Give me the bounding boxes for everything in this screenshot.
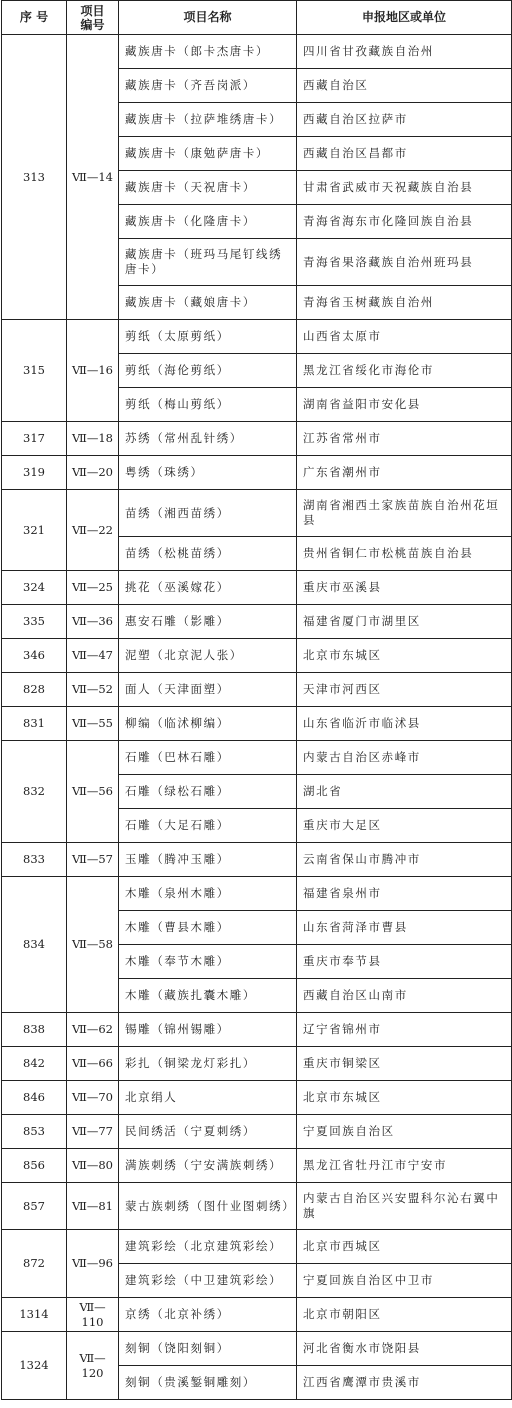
cell-region: 青海省玉树藏族自治州 bbox=[297, 286, 512, 320]
cell-project-name: 建筑彩绘（北京建筑彩绘） bbox=[119, 1230, 297, 1264]
cell-project-name: 柳编（临沭柳编） bbox=[119, 707, 297, 741]
table-row bbox=[2, 320, 512, 354]
cell-region: 福建省泉州市 bbox=[297, 877, 512, 911]
table-row bbox=[2, 456, 512, 490]
table-body bbox=[2, 35, 512, 1400]
cell-project-name: 藏族唐卡（班玛马尾钉线绣唐卡） bbox=[119, 239, 297, 286]
cell-region: 甘肃省武威市天祝藏族自治县 bbox=[297, 171, 512, 205]
cell-project-code: Ⅶ—58 bbox=[67, 877, 119, 1013]
cell-project-code: Ⅶ—57 bbox=[67, 843, 119, 877]
cell-region: 青海省海东市化隆回族自治县 bbox=[297, 205, 512, 239]
cell-project-name: 蒙古族刺绣（图什业图刺绣） bbox=[119, 1183, 297, 1230]
cell-region: 西藏自治区昌都市 bbox=[297, 137, 512, 171]
cell-region: 辽宁省锦州市 bbox=[297, 1013, 512, 1047]
cell-project-name: 苏绣（常州乱针绣） bbox=[119, 422, 297, 456]
table-row bbox=[2, 877, 512, 911]
cell-project-code: Ⅶ—81 bbox=[67, 1183, 119, 1230]
cell-project-name: 挑花（巫溪嫁花） bbox=[119, 571, 297, 605]
cell-region: 黑龙江省绥化市海伦市 bbox=[297, 354, 512, 388]
cell-project-name: 藏族唐卡（齐吾岗派） bbox=[119, 69, 297, 103]
cell-project-code: Ⅶ—110 bbox=[67, 1298, 119, 1332]
cell-region: 内蒙古自治区兴安盟科尔沁右翼中旗 bbox=[297, 1183, 512, 1230]
cell-project-name: 京绣（北京补绣） bbox=[119, 1298, 297, 1332]
header-region: 申报地区或单位 bbox=[297, 1, 512, 35]
table-row bbox=[2, 639, 512, 673]
table-row bbox=[2, 605, 512, 639]
cell-seq-number: 832 bbox=[2, 741, 67, 843]
cell-region: 黑龙江省牡丹江市宁安市 bbox=[297, 1149, 512, 1183]
cell-project-code: Ⅶ—80 bbox=[67, 1149, 119, 1183]
cell-project-name: 剪纸（梅山剪纸） bbox=[119, 388, 297, 422]
cell-project-name: 藏族唐卡（郎卡杰唐卡） bbox=[119, 35, 297, 69]
cell-project-name: 木雕（泉州木雕） bbox=[119, 877, 297, 911]
table-row bbox=[2, 1298, 512, 1332]
cell-region: 重庆市大足区 bbox=[297, 809, 512, 843]
cell-seq-number: 831 bbox=[2, 707, 67, 741]
cell-project-name: 木雕（藏族扎囊木雕） bbox=[119, 979, 297, 1013]
cell-seq-number: 1324 bbox=[2, 1332, 67, 1400]
cell-project-code: Ⅶ—55 bbox=[67, 707, 119, 741]
cell-seq-number: 853 bbox=[2, 1115, 67, 1149]
cell-project-name: 石雕（绿松石雕） bbox=[119, 775, 297, 809]
cell-project-name: 苗绣（湘西苗绣） bbox=[119, 490, 297, 537]
cell-seq-number: 833 bbox=[2, 843, 67, 877]
cell-seq-number: 846 bbox=[2, 1081, 67, 1115]
cell-region: 山西省太原市 bbox=[297, 320, 512, 354]
cell-seq-number: 346 bbox=[2, 639, 67, 673]
cell-region: 西藏自治区山南市 bbox=[297, 979, 512, 1013]
cell-region: 湖南省湘西土家族苗族自治州花垣县 bbox=[297, 490, 512, 537]
cell-region: 重庆市巫溪县 bbox=[297, 571, 512, 605]
cell-region: 湖北省 bbox=[297, 775, 512, 809]
cell-project-code: Ⅶ—56 bbox=[67, 741, 119, 843]
table-header-row bbox=[2, 1, 512, 35]
cell-seq-number: 1314 bbox=[2, 1298, 67, 1332]
cell-project-code: Ⅶ—96 bbox=[67, 1230, 119, 1298]
cell-project-name: 石雕（大足石雕） bbox=[119, 809, 297, 843]
cell-region: 河北省衡水市饶阳县 bbox=[297, 1332, 512, 1366]
table-row bbox=[2, 1115, 512, 1149]
cell-region: 重庆市奉节县 bbox=[297, 945, 512, 979]
cell-project-name: 民间绣活（宁夏刺绣） bbox=[119, 1115, 297, 1149]
cell-project-name: 藏族唐卡（拉萨堆绣唐卡） bbox=[119, 103, 297, 137]
cell-region: 天津市河西区 bbox=[297, 673, 512, 707]
cell-seq-number: 324 bbox=[2, 571, 67, 605]
header-seq: 序 号 bbox=[2, 1, 67, 35]
cell-project-code: Ⅶ—62 bbox=[67, 1013, 119, 1047]
cell-project-name: 藏族唐卡（康勉萨唐卡） bbox=[119, 137, 297, 171]
cell-region: 宁夏回族自治区中卫市 bbox=[297, 1264, 512, 1298]
cell-seq-number: 315 bbox=[2, 320, 67, 422]
table-row bbox=[2, 422, 512, 456]
cell-region: 江苏省常州市 bbox=[297, 422, 512, 456]
cell-project-code: Ⅶ—22 bbox=[67, 490, 119, 571]
cell-project-code: Ⅶ—66 bbox=[67, 1047, 119, 1081]
table-row bbox=[2, 673, 512, 707]
cell-project-name: 藏族唐卡（化隆唐卡） bbox=[119, 205, 297, 239]
cell-project-code: Ⅶ—77 bbox=[67, 1115, 119, 1149]
cell-project-name: 锡雕（锦州锡雕） bbox=[119, 1013, 297, 1047]
table-row bbox=[2, 1332, 512, 1366]
cell-region: 北京市西城区 bbox=[297, 1230, 512, 1264]
table-row bbox=[2, 1081, 512, 1115]
cell-project-code: Ⅶ—18 bbox=[67, 422, 119, 456]
cell-seq-number: 834 bbox=[2, 877, 67, 1013]
cell-project-code: Ⅶ—36 bbox=[67, 605, 119, 639]
cell-project-name: 建筑彩绘（中卫建筑彩绘） bbox=[119, 1264, 297, 1298]
cell-region: 福建省厦门市湖里区 bbox=[297, 605, 512, 639]
cell-region: 四川省甘孜藏族自治州 bbox=[297, 35, 512, 69]
cell-project-name: 藏族唐卡（藏娘唐卡） bbox=[119, 286, 297, 320]
table-row bbox=[2, 1013, 512, 1047]
cell-project-name: 石雕（巴林石雕） bbox=[119, 741, 297, 775]
cell-region: 宁夏回族自治区 bbox=[297, 1115, 512, 1149]
cell-seq-number: 313 bbox=[2, 35, 67, 320]
cell-project-code: Ⅶ—20 bbox=[67, 456, 119, 490]
cell-region: 西藏自治区 bbox=[297, 69, 512, 103]
cell-project-name: 泥塑（北京泥人张） bbox=[119, 639, 297, 673]
cell-region: 广东省潮州市 bbox=[297, 456, 512, 490]
cell-project-name: 满族刺绣（宁安满族刺绣） bbox=[119, 1149, 297, 1183]
cell-region: 西藏自治区拉萨市 bbox=[297, 103, 512, 137]
cell-seq-number: 838 bbox=[2, 1013, 67, 1047]
cell-project-code: Ⅶ—47 bbox=[67, 639, 119, 673]
header-name: 项目名称 bbox=[119, 1, 297, 35]
cell-region: 北京市东城区 bbox=[297, 1081, 512, 1115]
cell-project-code: Ⅶ—16 bbox=[67, 320, 119, 422]
cell-seq-number: 828 bbox=[2, 673, 67, 707]
cell-region: 内蒙古自治区赤峰市 bbox=[297, 741, 512, 775]
table-row bbox=[2, 1183, 512, 1230]
cell-project-code: Ⅶ—120 bbox=[67, 1332, 119, 1400]
cell-seq-number: 857 bbox=[2, 1183, 67, 1230]
cell-project-name: 面人（天津面塑） bbox=[119, 673, 297, 707]
table-row bbox=[2, 707, 512, 741]
cell-region: 山东省临沂市临沭县 bbox=[297, 707, 512, 741]
table-row bbox=[2, 843, 512, 877]
table-row bbox=[2, 1047, 512, 1081]
heritage-project-table bbox=[1, 0, 512, 1400]
cell-region: 贵州省铜仁市松桃苗族自治县 bbox=[297, 537, 512, 571]
cell-project-name: 木雕（奉节木雕） bbox=[119, 945, 297, 979]
cell-project-name: 惠安石雕（影雕） bbox=[119, 605, 297, 639]
cell-project-name: 玉雕（腾冲玉雕） bbox=[119, 843, 297, 877]
cell-project-name: 刻铜（饶阳刻铜） bbox=[119, 1332, 297, 1366]
cell-project-code: Ⅶ—25 bbox=[67, 571, 119, 605]
cell-project-name: 刻铜（贵溪錾铜雕刻） bbox=[119, 1366, 297, 1400]
cell-seq-number: 856 bbox=[2, 1149, 67, 1183]
cell-region: 山东省菏泽市曹县 bbox=[297, 911, 512, 945]
cell-project-name: 木雕（曹县木雕） bbox=[119, 911, 297, 945]
cell-region: 北京市东城区 bbox=[297, 639, 512, 673]
header-code: 项目 编号 bbox=[67, 1, 119, 35]
table-row bbox=[2, 35, 512, 69]
cell-project-name: 剪纸（太原剪纸） bbox=[119, 320, 297, 354]
cell-project-name: 剪纸（海伦剪纸） bbox=[119, 354, 297, 388]
cell-project-code: Ⅶ—70 bbox=[67, 1081, 119, 1115]
cell-region: 江西省鹰潭市贵溪市 bbox=[297, 1366, 512, 1400]
cell-region: 重庆市铜梁区 bbox=[297, 1047, 512, 1081]
cell-region: 云南省保山市腾冲市 bbox=[297, 843, 512, 877]
cell-project-name: 彩扎（铜梁龙灯彩扎） bbox=[119, 1047, 297, 1081]
table-row bbox=[2, 1230, 512, 1264]
cell-region: 北京市朝阳区 bbox=[297, 1298, 512, 1332]
cell-seq-number: 872 bbox=[2, 1230, 67, 1298]
cell-project-code: Ⅶ—14 bbox=[67, 35, 119, 320]
table-row bbox=[2, 571, 512, 605]
table-row bbox=[2, 1149, 512, 1183]
cell-seq-number: 319 bbox=[2, 456, 67, 490]
table-row bbox=[2, 490, 512, 537]
cell-seq-number: 842 bbox=[2, 1047, 67, 1081]
cell-region: 青海省果洛藏族自治州班玛县 bbox=[297, 239, 512, 286]
cell-seq-number: 321 bbox=[2, 490, 67, 571]
cell-region: 湖南省益阳市安化县 bbox=[297, 388, 512, 422]
cell-project-name: 藏族唐卡（天祝唐卡） bbox=[119, 171, 297, 205]
cell-project-code: Ⅶ—52 bbox=[67, 673, 119, 707]
cell-project-name: 北京绢人 bbox=[119, 1081, 297, 1115]
cell-seq-number: 317 bbox=[2, 422, 67, 456]
cell-seq-number: 335 bbox=[2, 605, 67, 639]
cell-project-name: 粤绣（珠绣） bbox=[119, 456, 297, 490]
table-row bbox=[2, 741, 512, 775]
cell-project-name: 苗绣（松桃苗绣） bbox=[119, 537, 297, 571]
